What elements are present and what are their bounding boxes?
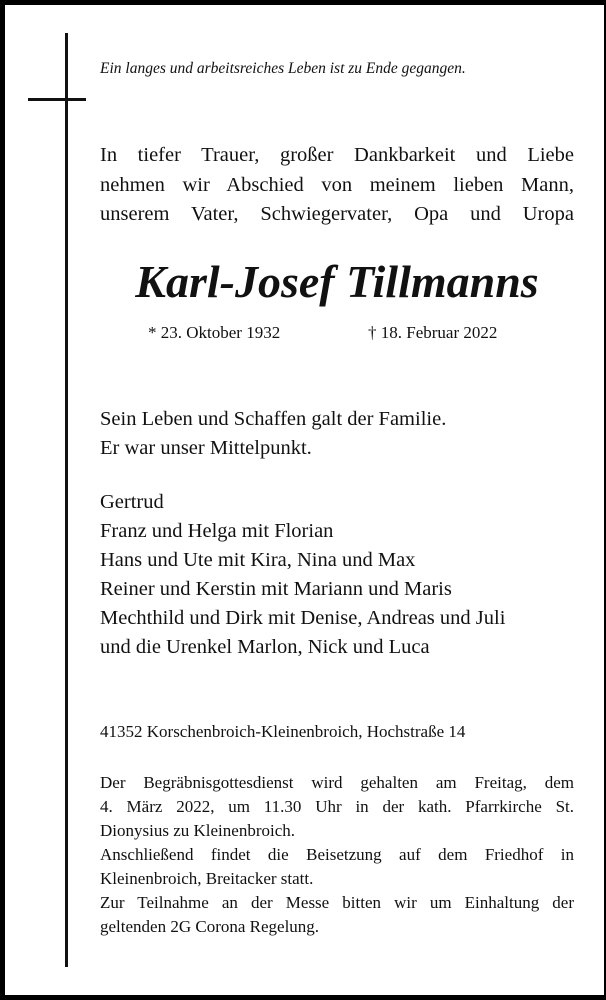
intro-line: unserem Vater, Schwiegervater, Opa und Uropa [100, 203, 574, 225]
cross-icon-vertical [65, 33, 68, 967]
motto-line: Sein Leben und Schaffen galt der Familie. [100, 408, 447, 430]
motto-line: Er war unser Mittelpunkt. [100, 437, 312, 459]
mourner: und die Urenkel Marlon, Nick und Luca [100, 636, 430, 658]
mourner: Franz und Helga mit Florian [100, 520, 334, 542]
birth-date: * 23. Oktober 1932 [148, 323, 281, 342]
service-line: 4. März 2022, um 11.30 Uhr in der kath. Pfarrkirche St. [100, 797, 574, 816]
deceased-name: Karl-Josef Tillmanns [135, 256, 539, 307]
service-line: Anschließend findet die Beisetzung auf dem Friedhof in [100, 845, 574, 864]
address: 41352 Korschenbroich-Kleinenbroich, Hochstraße 14 [100, 722, 466, 741]
cross-icon-horizontal [28, 98, 86, 101]
mourner: Mechthild und Dirk mit Denise, Andreas und Juli [100, 607, 506, 629]
mourner: Reiner und Kerstin mit Mariann und Maris [100, 578, 452, 600]
motto [100, 405, 446, 463]
mourner: Hans und Ute mit Kira, Nina und Max [100, 549, 416, 571]
service-line: Dionysius zu Kleinenbroich. [100, 821, 295, 840]
intro-line: nehmen wir Abschied von meinem lieben Mann, [100, 173, 574, 196]
intro-text [100, 141, 574, 230]
service-line: Kleinenbroich, Breitacker statt. [100, 869, 314, 888]
intro-line: In tiefer Trauer, großer Dankbarkeit und Liebe [100, 144, 574, 166]
mourners-list [100, 488, 505, 662]
death-date: † 18. Februar 2022 [368, 323, 498, 342]
service-line: geltenden 2G Corona Regelung. [100, 917, 320, 936]
service-info [100, 771, 574, 939]
service-line: Zur Teilnahme an der Messe bitten wir um Einhaltung der [100, 893, 574, 912]
service-line: Der Begräbnisgottesdienst wird gehalten am Freitag, dem [100, 773, 574, 792]
tagline: Ein langes und arbeitsreiches Leben ist zu Ende gegangen. [100, 60, 466, 77]
mourner: Gertrud [100, 491, 164, 513]
